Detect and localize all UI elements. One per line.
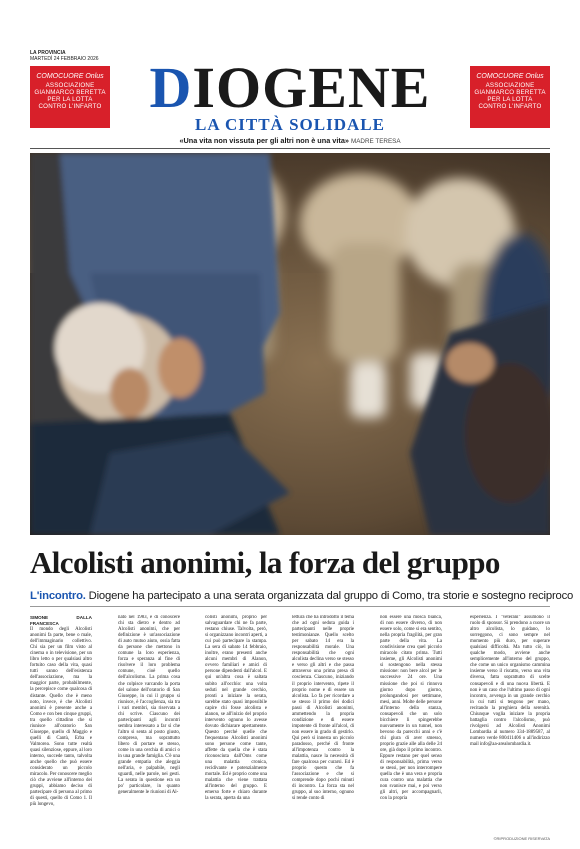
masthead-title	[118, 55, 462, 120]
ad-line1: ASSOCIAZIONE	[485, 82, 535, 89]
byline: SIMONE DALLA FRANCESCA	[30, 615, 92, 626]
masthead-rest: IOGENE	[192, 55, 431, 120]
ad-brand: COMOCUORE Onlus	[476, 73, 544, 80]
article-column-1	[30, 615, 92, 833]
ad-line4: CONTRO L'INFARTO	[478, 103, 542, 110]
ad-brand: COMOCUORE Onlus	[36, 73, 104, 80]
masthead-title-text	[150, 55, 431, 120]
masthead-initial: D	[149, 55, 193, 120]
motto	[30, 136, 550, 146]
column-2-text: nato nel 1983, e di conoscere chi sta dietro e dentro ad Alcolisti anonimi, che per definizione è un'associazione di auto mutuo aiuto, ossia fatta da persone che mettono in comune la loro esperienza, forza e speranza al fine di risolvere il loro problema comune, cioè quello dell'alcolismo. La prima cosa che colpisce varcando la porta del salone dell'oratorio di San Giuseppe, in cui il gruppo si riunisce, è l'accoglienza, sia tra i vari membri, sia riservata a chi scrive. Ciascuno dei partecipanti agli incontri sembra interessato a far sì che l'altro si senta al posto giusto, compreso, ma soprattutto libero di portare se stesso, come in una cerchia di amici o in una grande famiglia. C'è una grande empatia che aleggia nell'aria, e palpabile, negli sguardi, nelle parole, nei gesti. La serata in questione era un po' particolare, in quanto generalmente le riunioni di Al-	[118, 615, 180, 796]
motto-quote: «Una vita non vissuta per gli altri non è una vita»	[179, 136, 349, 145]
ad-line2: GIANMARCO BERETTA	[34, 89, 106, 96]
ad-line1: ASSOCIAZIONE	[45, 82, 95, 89]
article-column-5	[380, 615, 442, 833]
column-5-text: non essere una mosca bianca, di non essere diverso, di non essere solo, come si era sentito, nella propria fragilità, per gran parte della vita. La condivisione crea quel piccolo miracolo citato prima. Tutti insieme, gli Alcolisti anonimi si sostengono nella stessa missione: non bere alcol per le successive 24 ore. Una missione che poi si rinnova giorno dopo giorno, prolungandosi per settimane, mesi, anni. Molte delle persone all'interno della stanza, consapevoli che un solo bicchiere li spingerebbe nuovamente in un tunnel, non bevono da parecchi anni e c'è chi giura di aver smesso, proprio grazie alle alla delle 24 ore, già dopo il primo incontro. Eppure restano per quel senso di responsabilità, prima verso se stessi, per non interrompere quella che è una vera e propria cura contro una malattia che non svanisce mai, e poi verso gli altri, per accompagnarli, con la propria	[380, 615, 442, 802]
motto-author: MADRE TERESA	[350, 138, 401, 145]
column-4-text: lettura che ha introdotto il tema che ad ogni seduta guida i partecipanti nelle proprie testimonianze. Quello scelto per sabato 14 era la responsabilità morale. Una responsabilità che ogni alcolista declina verso se stesso e verso gli altri e che passa attraverso una prima presa di coscienza. Ciascuno, iniziando il proprio intervento, ripete il proprio nome e di essere un alcolista. Lo fa per ricordare a se stesso il primo dei dodici passi di Alcolisti anonimi, ammettendo la propria condizione e di essere impotente di fronte all'alcol, di non essere in grado di gestirlo. Qui però si innesta un piccolo paradosso, perché di fronte all'impotenza contro la malattia, nasce la necessità di fare qualcosa per curarsi. Ed è proprio questo che fa l'associazione e che si comprende dopo pochi minuti di incontro. La forza sta nel gruppo, al suo interno, ognuno si rende conto di	[292, 615, 354, 802]
column-6-text: esperienza. I "veterani" assumono il ruolo di sponsor. Si prendono a cuore un altro alcolista, lo guidano, lo sorreggono, ci sono sempre nel momento più duro, per superare qualsiasi difficoltà. Ma tutto ciò, in qualche modo, avviene anche semplicemente all'interno del gruppo, che come un unico organismo cammina insieme verso il riscatto, verso una vita diversa, fatta soprattutto di scelte consapevoli e di una nuova libertà. E non è un caso che l'ultimo passo di ogni incontro, avvenga in un grande cerchio in cui tutti si tengono per mano, recitando la preghiera della serenità. Chiunque voglia iniziare la propria battaglia contro l'alcolismo, può rivolgersi ad Alcolisti Anonimi Lombardia al numero 334-1889587, al numero verde 800411406 o all'indirizzo mail info@aa-arealombardia.it.	[470, 615, 550, 747]
article-column-4	[292, 615, 354, 833]
ad-line3: PER LA LOTTA	[47, 96, 93, 103]
ad-line2: GIANMARCO BERETTA	[474, 89, 546, 96]
ad-line3: PER LA LOTTA	[487, 96, 533, 103]
subhead-kicker: L'incontro.	[30, 590, 86, 602]
article-column-2	[118, 615, 180, 833]
paper-info	[30, 50, 99, 62]
ad-line4: CONTRO L'INFARTO	[38, 103, 102, 110]
subhead-divider	[30, 606, 550, 607]
copyright: ©RIPRODUZIONE RISERVATA	[493, 836, 550, 841]
right-ad-comocuore[interactable]	[470, 66, 550, 128]
ad-brand-suffix: Onlus	[83, 73, 104, 80]
masthead-subtitle: LA CITTÀ SOLIDALE	[195, 115, 385, 134]
divider	[30, 148, 550, 149]
article-column-3	[205, 615, 267, 833]
article-column-6	[470, 615, 550, 833]
paper-name: LA PROVINCIA	[30, 50, 66, 56]
ad-brand-suffix: Onlus	[523, 73, 544, 80]
column-1-text: Il mondo degli Alcolisti anonimi fa parte, bene o male, dell'immaginario collettivo. Chi sia per un film visto al cinema o in televisione, per un libro letto o per qualsiasi altro fortuito caso della vita, quasi tutti sanno dell'esistenza dell'associazione, ma la maggior parte, probabilmente, la percepisce come qualcosa di distante. Quello che è meno noto, invece, è che Alcolisti anonimi è presente anche a Como e con ben cinque gruppi, tra quello cittadino che si riunisce all'oratorio San Giuseppe, quello di Maggio e quelli di Cantù, Erba e Valmorea. Sono tutte realtà quasi silenziose, eppure, al loro interno, succede tanto, talvolta anche quello che può essere considerato un piccolo miracolo. Per conoscere meglio ciò che avviene all'interno dei gruppi, abbiamo deciso di partecipare di persona al primo di questi, quello di Como 1. Il più longevo,	[30, 627, 92, 808]
photo-support-group-circle	[30, 153, 550, 535]
paper-date: MARTEDÌ 24 FEBBRAIO 2026	[30, 56, 99, 62]
left-ad-comocuore[interactable]	[30, 66, 110, 128]
headline: Alcolisti anonimi, la forza del gruppo	[30, 545, 500, 580]
column-3-text: colisti anonimi, proprio per salvaguardare chi ne fa parte, restano chiuse. Talvolta, però, si organizzano incontri aperti, a cui può partecipare la stampa. La sera di sabato 14 febbraio, inoltre, erano presenti anche alcuni membri di Alanon, ovvero familiari e amici di persone dipendenti dall'alcol. E qui un'altra cosa è saltata subito all'occhio: una volta seduti nel grande cerchio, pronti a iniziare la serata, sarebbe stato quasi impossibile capire chi fosse alcolista e alanon, se all'inizio del proprio intervento ognuno lo avesse dovuto dichiarare apertamente. Questo perché quelle che frequentano Alcolisti anonimi sono persone come tante, affette da quella che è stata riconosciuta dall'Oms come una malattia cronica, recidivante e potenzialmente mortale. Ed è proprio come una malattia che viene trattata all'interno del gruppo. E emerso forte e chiaro durante la serata, aperta da una	[205, 615, 267, 802]
hero-photo	[30, 153, 550, 535]
subhead-text: Diogene ha partecipato a una serata organizzata dal gruppo di Como, tra storie e sostegno reciproco	[85, 590, 574, 602]
masthead	[118, 55, 462, 134]
subhead	[30, 589, 573, 603]
